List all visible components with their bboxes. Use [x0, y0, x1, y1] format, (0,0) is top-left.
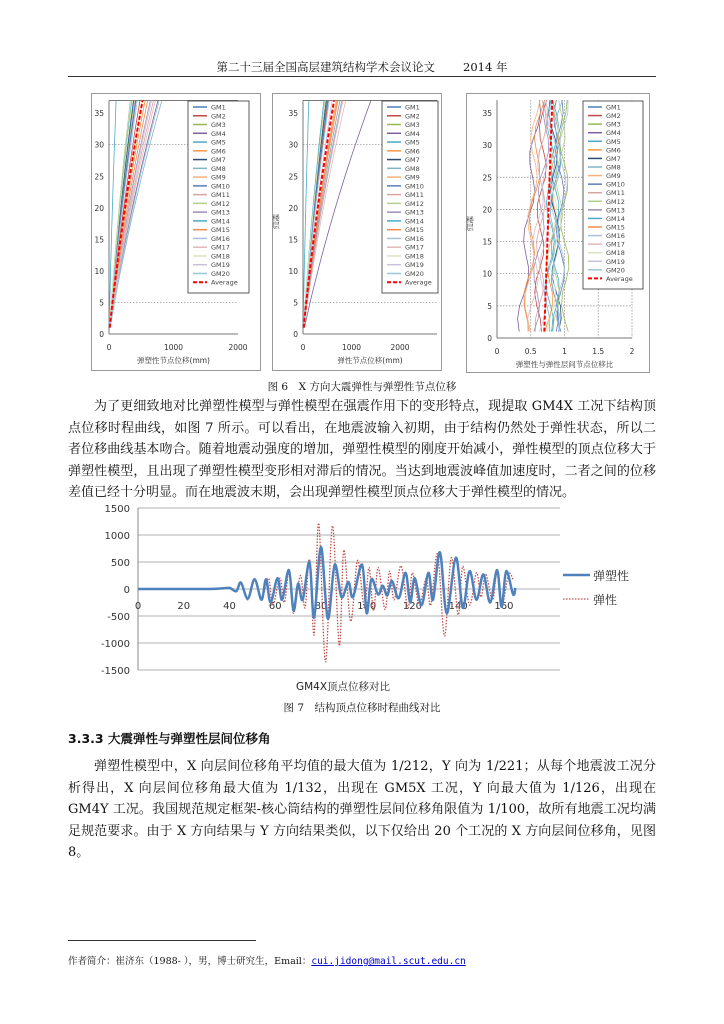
y-tick-label: -1500: [100, 666, 130, 677]
section-number: 3.3.3: [68, 731, 104, 746]
legend-label: GM14: [606, 214, 625, 223]
x-tick-label: 80: [314, 601, 328, 612]
y-tick-label: 25: [94, 172, 104, 182]
legend-label: GM20: [606, 266, 625, 275]
legend-label: GM7: [606, 154, 621, 163]
y-tick-label: 35: [288, 109, 298, 119]
figure6-panel-elastoplastic: [91, 93, 261, 371]
legend-label: GM5: [606, 137, 621, 146]
x-tick-label: 1000: [163, 343, 184, 352]
y-axis-label: 楼层: [271, 214, 281, 230]
y-axis-label: 楼层: [465, 215, 475, 231]
chart-gm4x-time-history: [90, 500, 650, 700]
legend-label: GM6: [211, 147, 226, 156]
legend-label: GM9: [606, 172, 621, 181]
chart-title: GM4X顶点位移对比: [295, 681, 391, 693]
y-tick-label: 0: [123, 585, 130, 596]
legend-label: GM2: [405, 112, 420, 121]
section-title: 大震弹性与弹塑性层间位移角: [107, 731, 271, 746]
legend-label: GM1: [405, 103, 420, 112]
y-tick-label: 20: [288, 203, 298, 213]
legend-label: GM20: [405, 269, 424, 278]
legend-label: GM19: [606, 257, 625, 266]
legend-label: GM17: [606, 240, 625, 249]
footnote-rule: [68, 940, 256, 941]
y-tick-label: 15: [482, 237, 492, 247]
y-tick-label: -500: [107, 612, 130, 623]
legend-label: GM10: [211, 182, 230, 191]
legend-label: GM7: [405, 156, 420, 165]
y-tick-label: 30: [482, 141, 492, 151]
series-line-gm3: [560, 100, 569, 332]
chart-elastoplastic-displacement: [92, 94, 260, 370]
x-tick-label: 40: [223, 601, 236, 612]
x-tick-label: 0.5: [524, 347, 537, 356]
legend-label: GM6: [606, 146, 621, 155]
y-tick-label: 5: [99, 298, 104, 308]
figure6-panel-ratio: [466, 93, 650, 373]
y-tick-label: 25: [482, 173, 492, 183]
y-tick-label: 25: [288, 172, 298, 182]
legend-label: GM2: [211, 112, 226, 121]
legend-label: GM3: [211, 121, 226, 130]
author-email-link[interactable]: cui.jidong@mail.scut.edu.cn: [311, 956, 466, 967]
running-header: [0, 59, 724, 75]
x-tick-label: 140: [448, 601, 468, 612]
section-heading: [68, 729, 270, 747]
x-tick-label: 0: [134, 601, 142, 612]
y-tick-label: 5: [487, 301, 492, 311]
y-tick-label: 10: [482, 269, 492, 279]
legend-label: Average: [405, 278, 432, 287]
legend-label: GM9: [405, 173, 420, 182]
figure7-caption: 图 7 结构顶点位移时程曲线对比: [283, 702, 441, 714]
legend-label: Average: [211, 278, 238, 287]
legend-label: GM7: [211, 156, 226, 165]
legend-label: GM12: [405, 199, 424, 208]
y-tick-label: 15: [94, 235, 104, 245]
x-tick-label: 20: [177, 601, 191, 612]
y-tick-label: 1000: [104, 531, 130, 542]
x-tick-label: 0: [106, 343, 112, 352]
x-tick-label: 100: [357, 601, 377, 612]
y-tick-label: 0: [487, 334, 492, 343]
legend-label: GM8: [405, 164, 420, 173]
header-year: 2014 年: [463, 60, 508, 74]
legend-label: GM19: [211, 261, 230, 270]
y-tick-label: 30: [94, 140, 104, 150]
legend-label: Average: [606, 274, 633, 283]
legend-label: GM16: [405, 234, 424, 243]
legend-label: GM13: [211, 208, 230, 217]
x-tick-label: 120: [402, 601, 422, 612]
legend-label: GM4: [606, 129, 621, 138]
legend-label: GM4: [405, 129, 420, 138]
legend-label: GM19: [405, 261, 424, 270]
y-tick-label: 10: [94, 266, 104, 276]
conference-name: 第二十三届全国高层建筑结构学术会议论文: [216, 60, 436, 74]
paragraph-1: 为了更细致地对比弹塑性模型与弹性模型在强震作用下的变形特点，现提取 GM4X 工况下结构顶点位移时程曲线，如图 7 所示。可以看出，在地震波输入初期，由于结构仍然处于弹性状态，所以二者位移曲线基本吻合。随着地震动强度的增加，弹塑性模型的刚度开始减小，弹性模型的顶点位移大于弹塑性模型，且出现了弹塑性模型变形相对滞后的情况。当达到地震波峰值加速度时，二者之间的位移差值已经十分明显。而在地震波末期，会出现弹塑性模型顶点位移大于弹性模型的情况。: [68, 399, 656, 501]
y-tick-label: 20: [94, 203, 104, 213]
x-tick-label: 0: [494, 347, 500, 356]
y-tick-label: 30: [288, 140, 298, 150]
y-tick-label: 15: [288, 235, 298, 245]
footnote: [68, 953, 466, 967]
x-tick-label: 160: [494, 601, 514, 612]
x-tick-label: 1: [562, 347, 567, 356]
y-tick-label: 500: [110, 558, 130, 569]
y-tick-label: 35: [482, 108, 492, 118]
legend-label: GM17: [405, 243, 424, 252]
legend-label: GM18: [606, 249, 625, 258]
x-axis-label: 弹塑性与弹性层间节点位移比: [515, 360, 614, 369]
legend-label: GM17: [211, 243, 230, 252]
y-tick-label: 35: [94, 109, 104, 119]
legend-label: GM8: [211, 164, 226, 173]
legend-label: GM9: [211, 173, 226, 182]
figure6-panel-elastic: [272, 93, 442, 371]
legend-label: 弹塑性: [593, 569, 630, 583]
legend-label: GM3: [405, 121, 420, 130]
legend-label: GM5: [211, 138, 226, 147]
x-tick-label: 1.5: [592, 347, 605, 356]
y-tick-label: 20: [482, 205, 492, 215]
legend-label: GM10: [606, 180, 625, 189]
legend-label: GM3: [606, 120, 621, 129]
legend-label: GM10: [405, 182, 424, 191]
legend-label: GM11: [211, 191, 230, 200]
legend-label: GM8: [606, 163, 621, 172]
paragraph-2: 弹塑性模型中，X 向层间位移角平均值的最大值为 1/212，Y 向为 1/221；从每个地震波工况分析得出，X 向层间位移角最大值为 1/132，出现在 GM5X 工况，Y 向最大值为 1/126，出现在 GM4Y 工况。我国规范规定框架-核心筒结构的弹塑性层间位移角限值为 1/100，故所有地震工况均满足规范要求。由于 X 方向结果与 Y 方向结果类似，以下仅给出 20 个工况的 X 方向层间位移角，见图 8。: [68, 759, 656, 861]
legend-label: GM1: [211, 103, 226, 112]
legend-label: GM12: [606, 197, 625, 206]
legend-label: GM16: [606, 232, 625, 241]
legend-label: GM15: [606, 223, 625, 232]
legend-label: GM14: [211, 217, 230, 226]
series-line-gm4: [110, 101, 158, 328]
legend-label: GM11: [405, 191, 424, 200]
legend-label: GM20: [211, 269, 230, 278]
footnote-text: 作者简介：崔济东（1988- ），男，博士研究生，Email：: [68, 956, 312, 967]
x-axis-label: 弹性节点位移(mm): [337, 356, 403, 365]
x-tick-label: 2000: [390, 343, 410, 352]
legend-label: GM18: [405, 252, 424, 261]
y-tick-label: 5: [293, 298, 298, 308]
y-tick-label: 10: [288, 266, 298, 276]
legend-label: GM5: [405, 138, 420, 147]
legend-label: GM16: [211, 234, 230, 243]
chart-displacement-ratio: [467, 94, 649, 372]
x-tick-label: 1000: [341, 343, 362, 352]
legend-label: GM14: [405, 217, 424, 226]
x-tick-label: 60: [268, 601, 282, 612]
x-tick-label: 2000: [228, 343, 248, 352]
legend-label: GM13: [606, 206, 625, 215]
legend-label: GM1: [606, 103, 621, 112]
x-tick-label: 2: [629, 347, 635, 356]
legend-label: GM2: [606, 112, 621, 121]
legend-label: GM15: [405, 226, 424, 235]
figure6-caption: 图 6 X 方向大震弹性与弹塑性节点位移: [267, 381, 457, 393]
y-tick-label: -1000: [100, 639, 130, 650]
y-tick-label: 0: [99, 330, 104, 339]
legend-label: GM4: [211, 129, 226, 138]
legend-label: GM13: [405, 208, 424, 217]
legend-label: GM11: [606, 189, 625, 198]
x-tick-label: 0: [300, 343, 306, 352]
legend-label: 弹性: [593, 593, 618, 607]
header-rule: [68, 76, 656, 77]
y-tick-label: 1500: [104, 504, 130, 515]
x-axis-label: 弹塑性节点位移(mm): [137, 356, 210, 365]
chart-elastic-displacement: [273, 94, 441, 370]
legend-label: GM18: [211, 252, 230, 261]
y-tick-label: 0: [293, 330, 298, 339]
legend-label: GM15: [211, 226, 230, 235]
legend-label: GM6: [405, 147, 420, 156]
legend-label: GM12: [211, 199, 230, 208]
